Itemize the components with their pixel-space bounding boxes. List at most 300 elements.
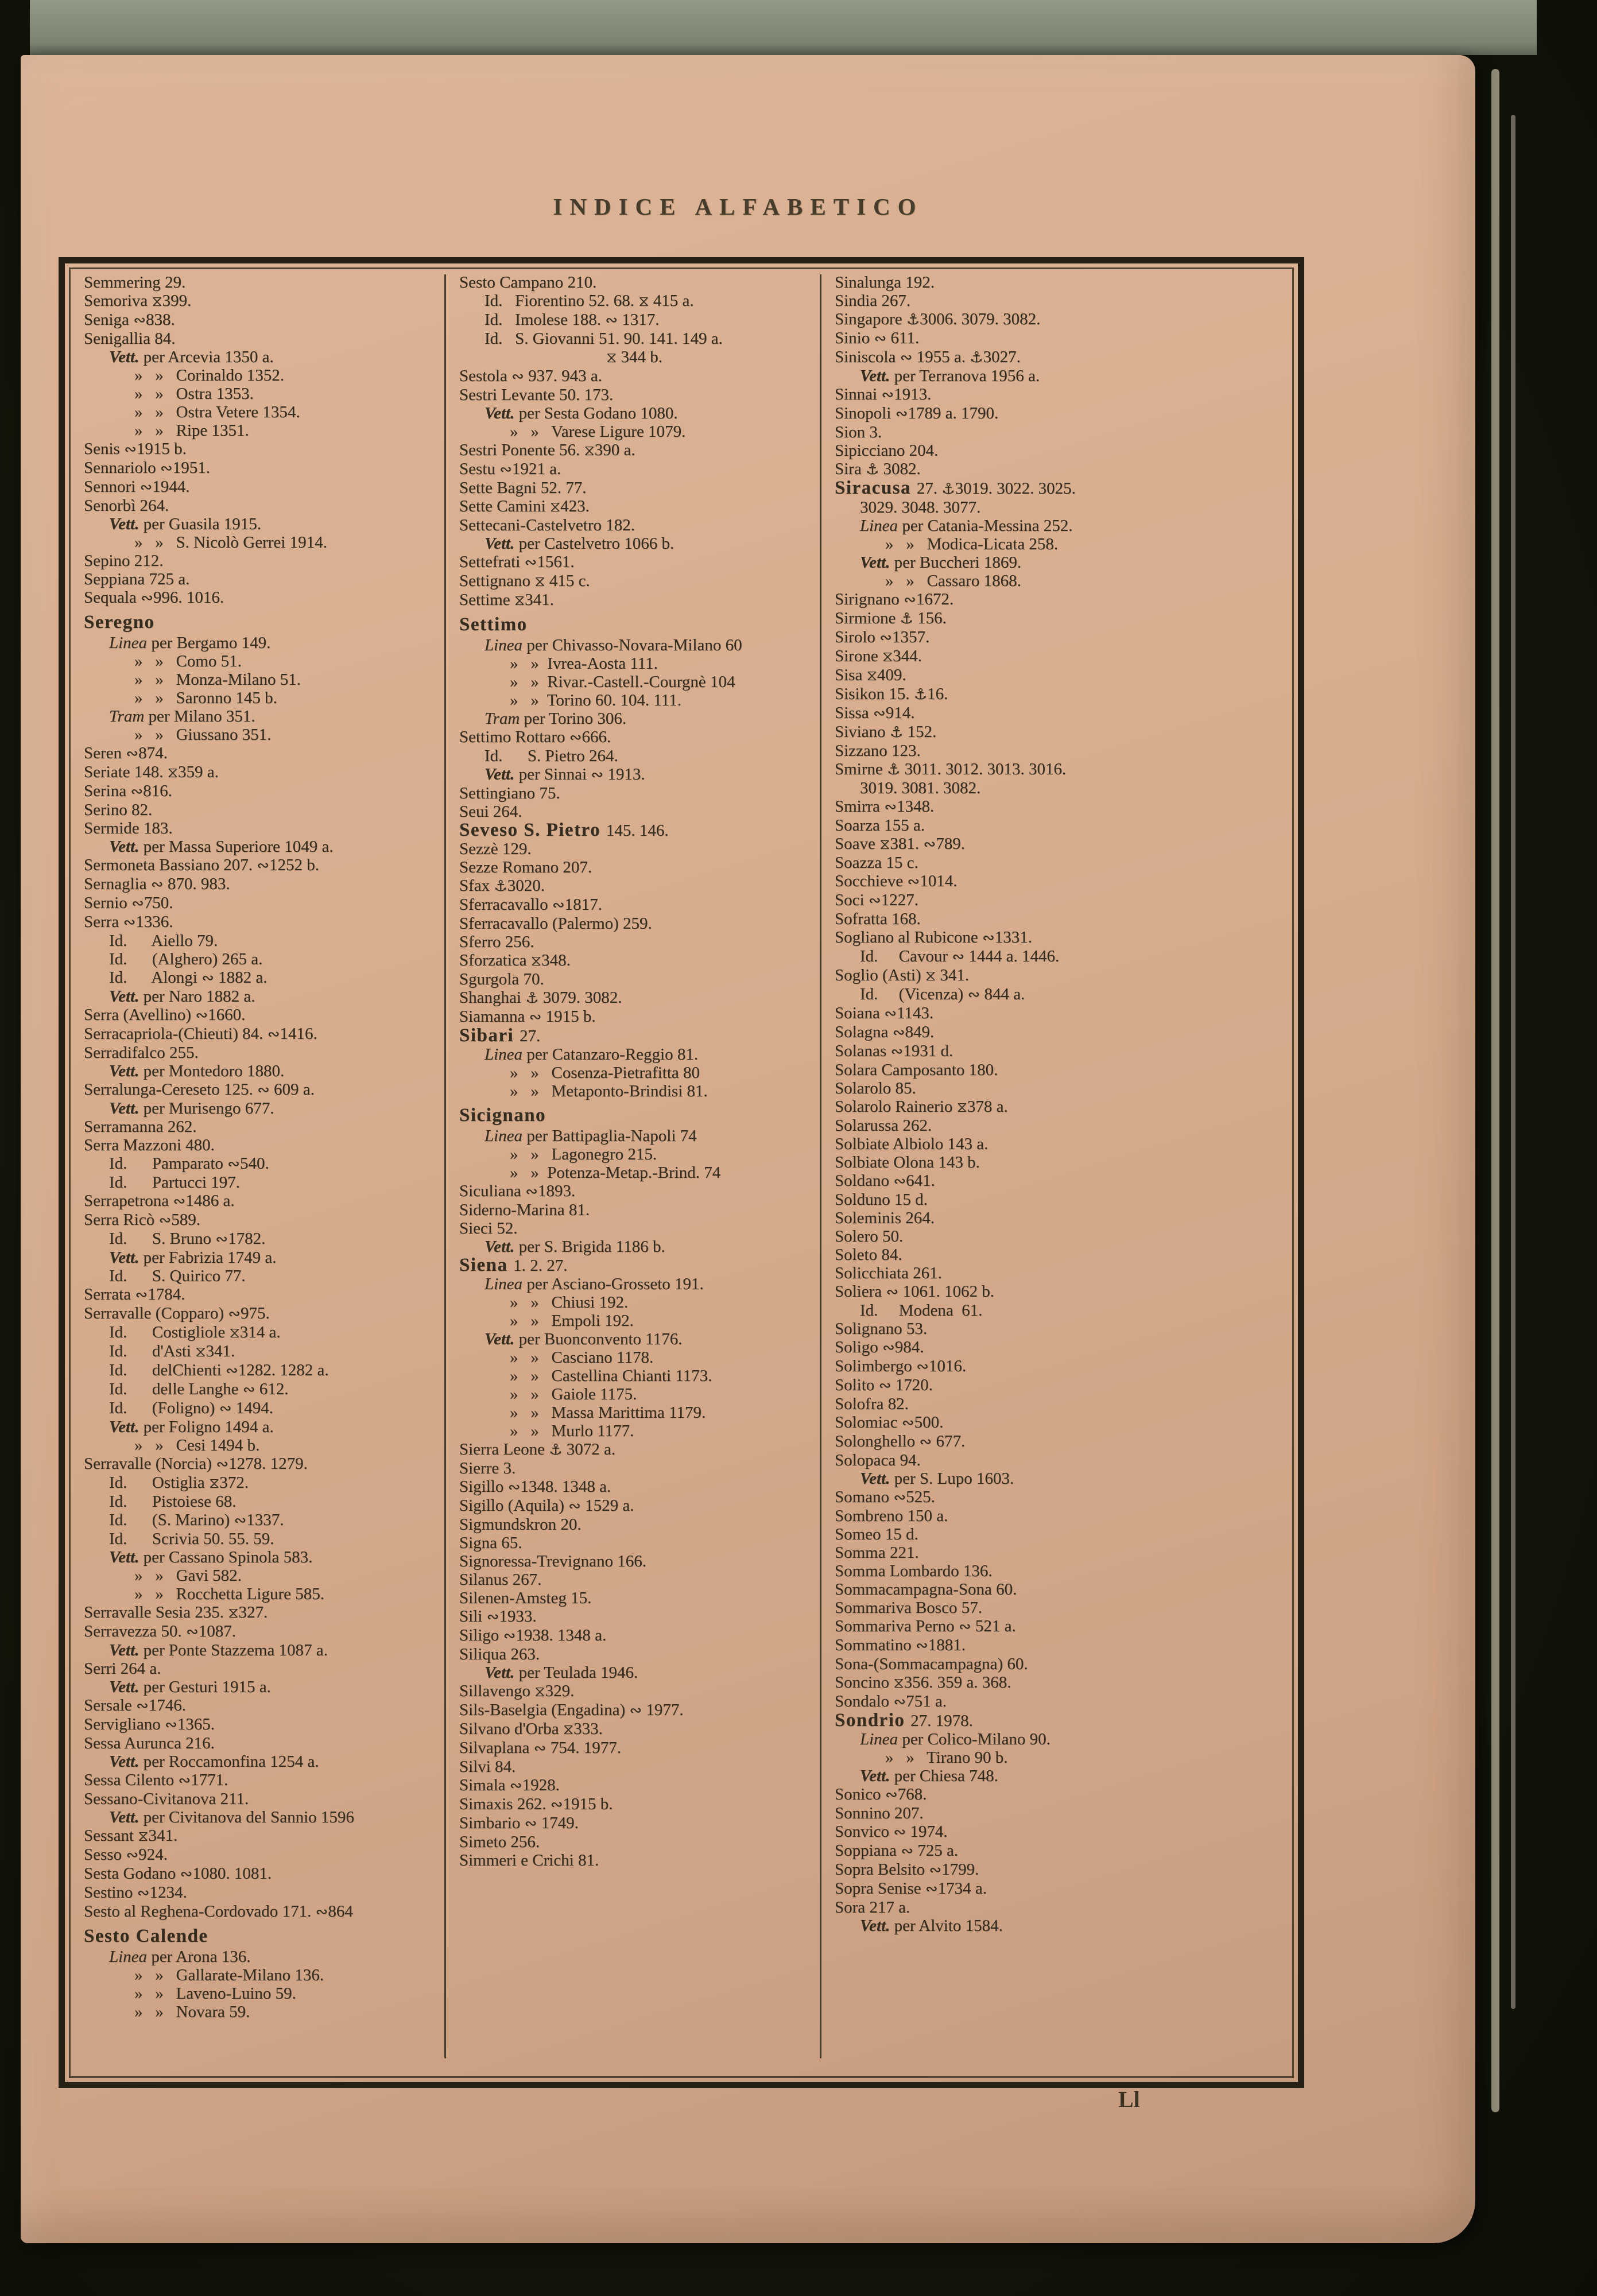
telegraph-icon: ⧖ xyxy=(209,1475,220,1492)
index-line: Serra Ricò ∾589. xyxy=(84,1211,201,1229)
coach-icon: ∾ xyxy=(178,1772,191,1789)
coach-icon: ∾ xyxy=(884,1005,897,1022)
index-line: Simala ∾1928. xyxy=(459,1776,560,1794)
index-line: Serravalle Sesia 235. ⧖327. xyxy=(84,1603,268,1622)
index-line: Sesto Campano 210. xyxy=(459,273,597,292)
coach-icon: ∾ xyxy=(919,1433,932,1450)
telegraph-icon: ⧖ xyxy=(925,967,936,984)
index-line: Solofra 82. xyxy=(835,1395,909,1413)
coach-icon: ∾ xyxy=(907,873,920,890)
coach-icon: ∾ xyxy=(893,1693,906,1711)
index-line: Senis ∾1915 b. xyxy=(84,440,187,458)
index-line: Sessa Aurunca 216. xyxy=(84,1734,215,1752)
index-column-3 xyxy=(835,273,1218,1935)
coach-icon: ∾ xyxy=(180,1865,193,1883)
entry-lead-word: Vett. xyxy=(109,1678,144,1696)
index-entry-head xyxy=(459,615,817,634)
coach-icon: ∾ xyxy=(952,948,965,965)
index-line: Sepino 212. xyxy=(84,552,164,570)
index-line: Linea per Colico-Milano 90. xyxy=(860,1730,1051,1748)
coach-icon: ∾ xyxy=(895,405,908,422)
index-line: Sferro 256. xyxy=(459,933,534,951)
entry-lead-word: Vett. xyxy=(109,1099,144,1118)
index-line: Sigillo (Aquila) ∾ 1529 a. xyxy=(459,1496,634,1515)
coach-icon: ∾ xyxy=(141,589,153,607)
coach-icon: ∾ xyxy=(164,1716,177,1733)
index-line: » » Monza-Milano 51. xyxy=(134,670,301,689)
entry-lead-word: Vett. xyxy=(860,1767,894,1785)
index-line: Vett. per Gesturi 1915 a. xyxy=(109,1678,271,1696)
index-line: Id. Partucci 197. xyxy=(109,1173,240,1192)
coach-icon: ∾ xyxy=(915,1637,928,1654)
index-column-1 xyxy=(84,273,449,2021)
coach-icon: ∾ xyxy=(890,1043,904,1060)
index-line: Linea per Asciano-Grosseto 191. xyxy=(484,1275,704,1293)
index-line: Servigliano ∾1365. xyxy=(84,1715,215,1733)
page-stack-edge-2 xyxy=(1511,115,1515,2009)
index-line: Sestola ∾ 937. 943 a. xyxy=(459,367,602,385)
index-line: Sissa ∾914. xyxy=(835,704,915,722)
anchor-icon: ⚓ xyxy=(865,461,879,478)
coach-icon: ∾ xyxy=(605,312,618,329)
coach-icon: ∾ xyxy=(185,1623,199,1640)
index-line: Silenen-Amsteg 15. xyxy=(459,1589,592,1607)
index-line: » » Ripe 1351. xyxy=(134,421,249,440)
index-line: Serralunga-Cereseto 125. ∾ 609 a. xyxy=(84,1080,315,1099)
entry-lead-word: Linea xyxy=(484,1275,527,1293)
entry-lead-word: Vett. xyxy=(109,515,144,533)
coach-icon: ∾ xyxy=(893,1824,906,1841)
index-line: Soliera ∾ 1061. 1062 b. xyxy=(835,1282,994,1301)
coach-icon: ∾ xyxy=(136,1697,149,1715)
index-entry-head xyxy=(459,1106,817,1124)
index-line: Sesta Godano ∾1080. 1081. xyxy=(84,1864,272,1883)
index-line: Sirone ⧖344. xyxy=(835,647,922,665)
index-line: Id. (Foligno) ∾ 1494. xyxy=(109,1399,274,1417)
index-line: Serra (Avellino) ∾1660. xyxy=(84,1006,246,1024)
index-line: Sinopoli ∾1789 a. 1790. xyxy=(835,404,999,422)
index-line: Sommariva Bosco 57. xyxy=(835,1599,982,1617)
index-line: Id. Pamparato ∾540. xyxy=(109,1154,269,1173)
index-line: Sennariolo ∾1951. xyxy=(84,459,210,477)
entry-lead-word: Tram xyxy=(109,707,149,726)
index-line: Solito ∾ 1720. xyxy=(835,1376,933,1394)
coach-icon: ∾ xyxy=(130,783,144,800)
index-line: Settignano ⧖ 415 c. xyxy=(459,572,590,590)
telegraph-icon: ⧖ xyxy=(138,1828,149,1845)
index-line: Id. Fiorentino 52. 68. ⧖ 415 a. xyxy=(484,292,694,310)
index-line: Linea per Catanzaro-Reggio 81. xyxy=(484,1045,699,1064)
index-line: Vett. per S. Brigida 1186 b. xyxy=(484,1238,665,1256)
index-line: Seriate 148. ⧖359 a. xyxy=(84,763,219,781)
index-line: Linea per Arona 136. xyxy=(109,1948,251,1966)
coach-icon: ∾ xyxy=(173,1193,186,1210)
coach-icon: ∾ xyxy=(499,461,512,478)
index-line: » » Cosenza-Pietrafitta 80 xyxy=(510,1064,700,1082)
index-line: Solbiate Albiolo 143 a. xyxy=(835,1135,989,1153)
index-line: Id. delle Langhe ∾ 612. xyxy=(109,1380,289,1398)
index-line: Sizzano 123. xyxy=(835,742,921,760)
entry-lead-word: Linea xyxy=(484,1045,527,1064)
coach-icon: ∾ xyxy=(158,1212,172,1229)
index-line: Vett. per Terranova 1956 a. xyxy=(860,367,1040,385)
entry-lead-word: Vett. xyxy=(860,367,894,385)
index-line: Sommariva Perno ∾ 521 a. xyxy=(835,1617,1016,1635)
index-line: Sion 3. xyxy=(835,423,882,441)
index-line: » » Potenza-Metap.-Brind. 74 xyxy=(510,1163,721,1182)
index-line: Vett. per Massa Superiore 1049 a. xyxy=(109,837,334,856)
index-line: Sersale ∾1746. xyxy=(84,1696,187,1715)
index-line: Sgurgola 70. xyxy=(459,970,544,988)
index-line: Siculiana ∾1893. xyxy=(459,1182,576,1200)
index-line: Singapore ⚓3006. 3079. 3082. xyxy=(835,310,1041,328)
telegraph-icon: ⧖ xyxy=(152,293,162,310)
index-line: Sennori ∾1944. xyxy=(84,478,190,496)
index-line: Sferracavallo ∾1817. xyxy=(459,895,602,914)
anchor-icon: ⚓ xyxy=(494,878,507,895)
entry-lead-word: Vett. xyxy=(109,1548,144,1566)
index-line: Serracapriola-(Chieuti) 84. ∾1416. xyxy=(84,1025,317,1043)
entry-lead-word: Vett. xyxy=(860,553,894,572)
telegraph-icon: ⧖ xyxy=(549,498,561,515)
index-line: Simbario ∾ 1749. xyxy=(459,1814,579,1832)
index-line: Id. (S. Marino) ∾1337. xyxy=(109,1511,284,1529)
coach-icon: ∾ xyxy=(257,1081,270,1099)
index-line: Vett. per Sinnai ∾ 1913. xyxy=(484,765,645,784)
index-entry-head: Seveso S. Pietro 145. 146. xyxy=(459,820,669,840)
index-line: Soncino ⧖356. 359 a. 368. xyxy=(835,1673,1011,1692)
entry-lead-word: Vett. xyxy=(860,1469,894,1488)
coach-icon: ∾ xyxy=(160,460,173,477)
index-line: Id. Scrivia 50. 55. 59. xyxy=(109,1530,274,1548)
index-line: » » Gavi 582. xyxy=(134,1566,242,1585)
index-line: Sondalo ∾751 a. xyxy=(835,1692,947,1711)
coach-icon: ∾ xyxy=(137,1884,150,1902)
index-line: Solimbergo ∾1016. xyxy=(835,1357,967,1375)
anchor-icon: ⚓ xyxy=(913,686,928,703)
telegraph-icon: ⧖ xyxy=(229,1324,240,1341)
index-line: Linea per Chivasso-Novara-Milano 60 xyxy=(484,636,742,654)
index-line: Serramanna 262. xyxy=(84,1118,197,1136)
coach-icon: ∾ xyxy=(868,892,881,909)
anchor-icon: ⚓ xyxy=(906,311,920,328)
telegraph-icon: ⧖ xyxy=(534,1683,545,1700)
entry-lead-word: Vett. xyxy=(484,404,519,422)
index-line: Sirmione ⚓ 156. xyxy=(835,609,947,627)
coach-icon: ∾ xyxy=(195,1007,208,1024)
coach-icon: ∾ xyxy=(135,1286,148,1304)
index-line: Soci ∾1227. xyxy=(835,891,918,909)
index-line: Id. d'Asti ⧖341. xyxy=(109,1342,235,1360)
index-line: Socchieve ∾1014. xyxy=(835,872,958,890)
entry-lead-word: Vett. xyxy=(109,348,144,366)
coach-icon: ∾ xyxy=(901,1414,914,1432)
index-line: Solara Camposanto 180. xyxy=(835,1061,998,1079)
station-name-bold: Sicignano xyxy=(459,1105,546,1126)
index-line: Siligo ∾1938. 1348 a. xyxy=(459,1626,607,1645)
index-line: Tram per Torino 306. xyxy=(484,709,627,728)
page-behind-edge xyxy=(30,0,1537,55)
index-line: 3029. 3048. 3077. xyxy=(860,498,981,517)
index-line: » » Gaiole 1175. xyxy=(510,1385,637,1403)
index-line: Soave ⧖381. ∾789. xyxy=(835,835,965,853)
index-line: » » Torino 60. 104. 111. xyxy=(510,691,681,709)
coach-icon: ∾ xyxy=(901,1843,913,1860)
index-line: Settefrati ∾1561. xyxy=(459,553,575,571)
entry-lead-word: Vett. xyxy=(484,1238,519,1256)
index-line: Vett. per Alvito 1584. xyxy=(860,1917,1003,1935)
index-line: Linea per Battipaglia-Napoli 74 xyxy=(484,1127,697,1145)
index-line: Id. Cavour ∾ 1444 a. 1446. xyxy=(860,947,1060,965)
index-line: Sinio ∾ 611. xyxy=(835,329,920,347)
coach-icon: ∾ xyxy=(900,349,913,366)
index-line: Settimo Rottaro ∾666. xyxy=(459,728,611,746)
index-line: Sopra Senise ∾1734 a. xyxy=(835,1879,987,1898)
index-line: Smirne ⚓ 3011. 3012. 3013. 3016. xyxy=(835,760,1067,778)
index-entry-head: Sondrio 27. 1978. xyxy=(835,1710,973,1731)
coach-icon: ∾ xyxy=(525,1183,538,1200)
index-line: » » S. Nicolò Gerrei 1914. xyxy=(134,533,327,552)
entry-lead-word: Linea xyxy=(109,634,152,652)
index-entry-head xyxy=(84,613,449,631)
coach-icon: ∾ xyxy=(904,591,916,608)
anchor-icon: ⚓ xyxy=(889,724,904,741)
index-line: Sestino ∾1234. xyxy=(84,1883,187,1902)
coach-icon: ∾ xyxy=(126,1847,139,1864)
index-line: Id. (Vicenza) ∾ 844 a. xyxy=(860,985,1025,1003)
coach-icon: ∾ xyxy=(315,1903,328,1921)
index-line: Vett. per Montedoro 1880. xyxy=(109,1062,285,1080)
index-line: Semoriva ⧖399. xyxy=(84,292,192,310)
station-name-bold: Settimo xyxy=(459,614,528,635)
index-line: » » Metaponto-Brindisi 81. xyxy=(510,1082,708,1100)
entry-lead-word: Linea xyxy=(484,636,527,654)
index-line: Sigillo ∾1348. 1348 a. xyxy=(459,1477,611,1496)
telegraph-icon: ⧖ xyxy=(866,667,877,684)
coach-icon: ∾ xyxy=(511,368,524,385)
index-line: Smirra ∾1348. xyxy=(835,797,935,816)
index-line: Solero 50. xyxy=(835,1227,904,1246)
coach-icon: ∾ xyxy=(150,876,164,893)
index-line: Solarussa 262. xyxy=(835,1116,932,1135)
index-line: Solagna ∾849. xyxy=(835,1023,935,1041)
station-name-bold: Sibari xyxy=(459,1025,520,1046)
index-line: Sora 217 a. xyxy=(835,1898,910,1917)
coach-icon: ∾ xyxy=(591,766,604,784)
coach-icon: ∾ xyxy=(524,1815,537,1832)
index-line: » » Cesi 1494 b. xyxy=(134,1436,260,1455)
page-signature: Ll xyxy=(1118,2086,1140,2112)
index-line: » » Ostra 1353. xyxy=(134,385,254,403)
coach-icon: ∾ xyxy=(878,1377,891,1394)
index-line: Sirignano ∾1672. xyxy=(835,590,954,608)
index-line: Vett. per Guasila 1915. xyxy=(109,515,261,533)
index-line: Serra Mazzoni 480. xyxy=(84,1136,215,1154)
coach-icon: ∾ xyxy=(893,1489,906,1506)
index-line: Vett. per S. Lupo 1603. xyxy=(860,1469,1014,1488)
index-line: Senorbì 264. xyxy=(84,497,169,515)
index-line: Id. S. Quirico 77. xyxy=(109,1267,246,1285)
index-line: » » Como 51. xyxy=(134,652,242,670)
coach-icon: ∾ xyxy=(916,1358,929,1375)
coach-icon: ∾ xyxy=(267,1026,280,1043)
index-line: Vett. per Teulada 1946. xyxy=(484,1663,638,1682)
index-line: Id. delChienti ∾1282. 1282 a. xyxy=(109,1361,329,1379)
telegraph-icon: ⧖ xyxy=(956,1099,967,1116)
index-line: Serina ∾816. xyxy=(84,782,172,800)
entry-lead-word: Tram xyxy=(484,709,524,728)
coach-icon: ∾ xyxy=(507,1479,521,1496)
index-line: Sili ∾1933. xyxy=(459,1607,537,1626)
index-line: Sezze Romano 207. xyxy=(459,858,592,876)
index-line: Solignano 53. xyxy=(835,1320,928,1338)
index-line: Settingiano 75. xyxy=(459,784,560,802)
index-line: Id. Costigliole ⧖314 a. xyxy=(109,1323,281,1341)
coach-icon: ∾ xyxy=(234,1512,247,1529)
entry-lead-word: Vett. xyxy=(484,1663,519,1682)
index-line: Serra ∾1336. xyxy=(84,913,173,931)
index-line: Id. Aiello 79. xyxy=(109,932,218,950)
index-line: Seniga ∾838. xyxy=(84,311,175,329)
coach-icon: ∾ xyxy=(219,1400,232,1417)
index-line: Sonnino 207. xyxy=(835,1804,924,1822)
telegraph-icon: ⧖ xyxy=(195,1343,206,1360)
index-line: Someo 15 d. xyxy=(835,1525,918,1543)
index-line: Sfax ⚓3020. xyxy=(459,876,545,895)
telegraph-icon: ⧖ xyxy=(584,442,595,459)
telegraph-icon: ⧖ xyxy=(530,952,542,969)
entry-lead-word: Vett. xyxy=(860,1917,894,1935)
index-line: Soarza 155 a. xyxy=(835,816,925,835)
index-line: » » Ostra Vetere 1354. xyxy=(134,403,300,421)
index-entry-head xyxy=(84,1927,449,1945)
index-line: Soldano ∾641. xyxy=(835,1172,935,1190)
index-line: Serrapetrona ∾1486 a. xyxy=(84,1192,235,1210)
index-line: Sonico ∾768. xyxy=(835,1785,927,1804)
index-line: Soiana ∾1143. xyxy=(835,1004,934,1022)
index-line: » » Rivar.-Castell.-Courgnè 104 xyxy=(510,673,735,691)
index-line: Sirolo ∾1357. xyxy=(835,628,930,646)
index-line: Silanus 267. xyxy=(459,1570,542,1589)
index-line: » » Chiusi 192. xyxy=(510,1293,629,1312)
index-line: Seppiana 725 a. xyxy=(84,570,190,588)
index-line: Soazza 15 c. xyxy=(835,854,918,872)
station-name-bold: Siena xyxy=(459,1255,514,1275)
index-line: Sierre 3. xyxy=(459,1459,516,1477)
index-line: Shanghai ⚓ 3079. 3082. xyxy=(459,988,622,1007)
index-line: Sona-(Sommacampagna) 60. xyxy=(835,1655,1028,1673)
index-line: » » Tirano 90 b. xyxy=(885,1748,1008,1767)
index-line: 3019. 3081. 3082. xyxy=(860,779,981,797)
entry-lead-word: Vett. xyxy=(109,1752,144,1771)
index-line: Sessant ⧖341. xyxy=(84,1826,178,1845)
index-line: Sillavengo ⧖329. xyxy=(459,1682,575,1700)
coach-icon: ∾ xyxy=(201,969,214,987)
index-line: Soleto 84. xyxy=(835,1246,902,1264)
index-line: Simmeri e Crichi 81. xyxy=(459,1851,599,1870)
index-line: Solarolo Rainerio ⧖378 a. xyxy=(835,1097,1008,1116)
index-line: Id. Ostiglia ⧖372. xyxy=(109,1473,249,1492)
index-line: » » Empoli 192. xyxy=(510,1312,634,1330)
coach-icon: ∾ xyxy=(533,1740,546,1757)
index-line: Sisikon 15. ⚓16. xyxy=(835,685,948,703)
index-line: Solopaca 94. xyxy=(835,1451,921,1469)
index-line: Serri 264 a. xyxy=(84,1659,161,1678)
index-line: Vett. per Chiesa 748. xyxy=(860,1767,998,1785)
coach-icon: ∾ xyxy=(884,798,897,816)
coach-icon: ∾ xyxy=(893,1173,906,1190)
coach-icon: ∾ xyxy=(139,479,153,496)
index-line: Signa 65. xyxy=(459,1534,522,1552)
entry-lead-word: Vett. xyxy=(109,1248,144,1267)
index-line: Vett. per Ponte Stazzema 1087 a. xyxy=(109,1641,328,1659)
telegraph-icon: ⧖ xyxy=(606,349,617,366)
index-line: Soppiana ∾ 725 a. xyxy=(835,1841,959,1860)
index-line: Sesto al Reghena-Cordovado 171. ∾864 xyxy=(84,1902,353,1921)
index-line: Sernio ∾750. xyxy=(84,894,173,912)
coach-icon: ∾ xyxy=(529,1009,542,1026)
coach-icon: ∾ xyxy=(257,857,270,874)
coach-icon: ∾ xyxy=(568,1498,581,1515)
index-line: Solbiate Olona 143 b. xyxy=(835,1153,980,1172)
anchor-icon: ⚓ xyxy=(549,1441,563,1459)
coach-icon: ∾ xyxy=(929,1861,942,1879)
index-line: Sonvico ∾ 1974. xyxy=(835,1822,948,1841)
index-line: Linea per Catania-Messina 252. xyxy=(860,517,1073,535)
index-line: Silvaplana ∾ 754. 1977. xyxy=(459,1739,621,1757)
telegraph-icon: ⧖ xyxy=(638,293,649,310)
coach-icon: ∾ xyxy=(215,1231,228,1248)
index-line: Vett. per Buonconvento 1176. xyxy=(484,1330,683,1348)
coach-icon: ∾ xyxy=(925,1880,938,1898)
coach-icon: ∾ xyxy=(228,1305,241,1322)
station-name-bold: Siracusa xyxy=(835,478,917,498)
coach-icon: ∾ xyxy=(569,729,582,746)
index-line: Sestri Levante 50. 173. xyxy=(459,386,614,404)
anchor-icon: ⚓ xyxy=(970,349,983,366)
index-line: Solduno 15 d. xyxy=(835,1190,928,1209)
coach-icon: ∾ xyxy=(227,1155,240,1173)
index-line: Sieci 52. xyxy=(459,1219,518,1238)
index-line: Silvano d'Orba ⧖333. xyxy=(459,1720,603,1738)
index-line: » » Casciano 1178. xyxy=(510,1348,654,1367)
index-line: Siviano ⚓ 152. xyxy=(835,723,937,741)
index-line: Sogliano al Rubicone ∾1331. xyxy=(835,928,1032,947)
station-name-bold: Seveso S. Pietro xyxy=(459,820,606,840)
index-line: » » Lagonegro 215. xyxy=(510,1145,657,1163)
index-line: » » Murlo 1177. xyxy=(510,1422,634,1440)
coach-icon: ∾ xyxy=(879,629,892,646)
index-line: Sinnai ∾1913. xyxy=(835,385,932,404)
book-page-paper xyxy=(21,55,1475,2243)
page-stack-edge xyxy=(1491,69,1499,2112)
coach-icon: ∾ xyxy=(629,1702,642,1719)
index-line: » » Cassaro 1868. xyxy=(885,572,1021,590)
index-line: Id. S. Giovanni 51. 90. 141. 149 a. xyxy=(484,329,723,348)
coach-icon: ∾ xyxy=(881,386,894,404)
index-line: Sindia 267. xyxy=(835,292,911,310)
index-line: Siliqua 263. xyxy=(459,1645,540,1663)
index-line: Vett. per Fabrizia 1749 a. xyxy=(109,1248,277,1267)
index-line: Solomiac ∾500. xyxy=(835,1413,944,1432)
coach-icon: ∾ xyxy=(873,705,886,722)
index-line: ⧖ 344 b. xyxy=(606,348,663,366)
index-line: » » Rocchetta Ligure 585. xyxy=(134,1585,324,1603)
index-line: Sernaglia ∾ 870. 983. xyxy=(84,875,230,893)
index-line: Somma Lombardo 136. xyxy=(835,1562,993,1580)
entry-lead-word: Vett. xyxy=(109,1641,144,1659)
index-line: Simeto 256. xyxy=(459,1833,540,1851)
